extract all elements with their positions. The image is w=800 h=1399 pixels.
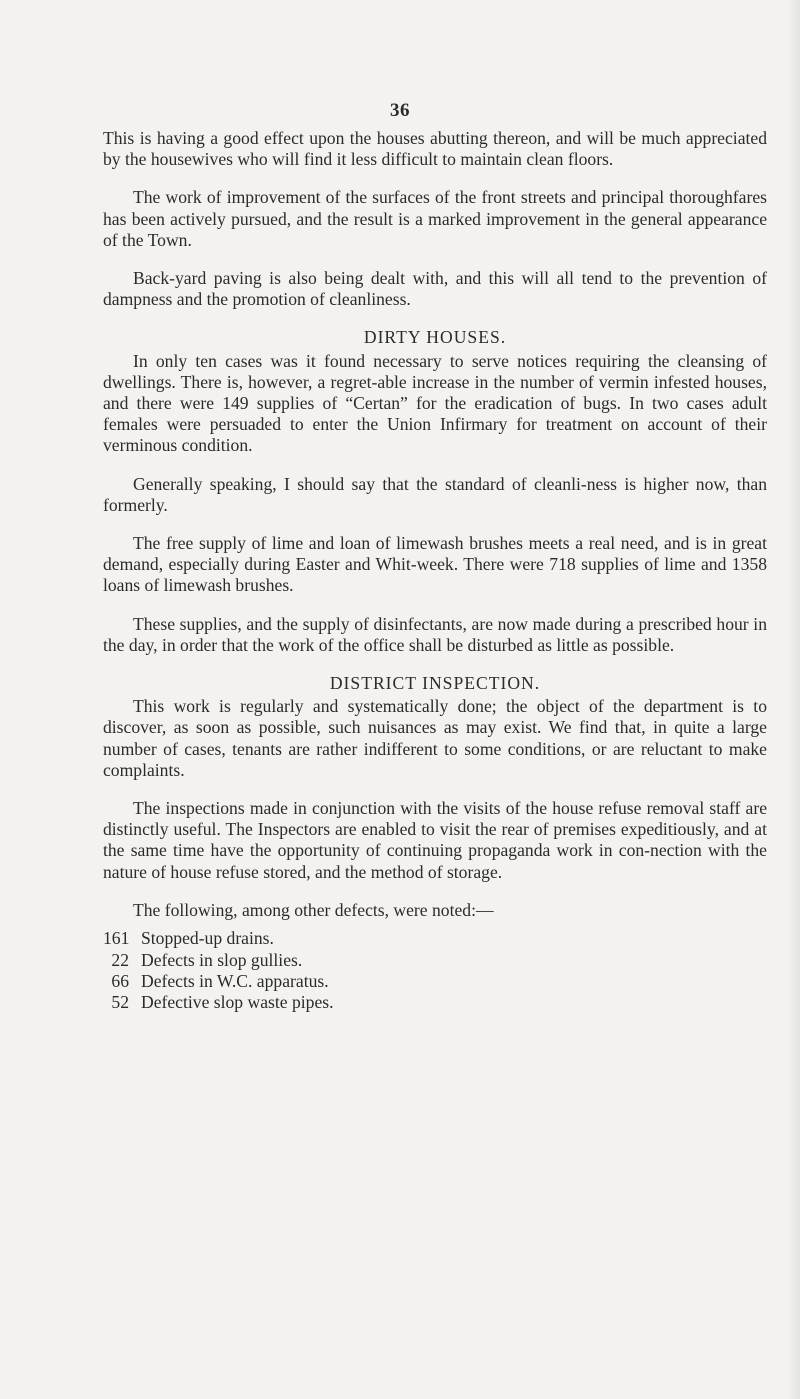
page-edge-shadow: [786, 0, 800, 1399]
paragraph-dirty-houses-1: In only ten cases was it found necessary to serve notices requiring the cleansing of dwellings. There is, however, a regret-able increase in the number of vermin infested houses, and there were 149 supplies of “Certan” for the eradication of bugs. In two cases adult females were persuaded to enter the Union Infirmary for treatment on account of their verminous condition.: [103, 350, 767, 456]
defects-list: [103, 928, 767, 1014]
page-body: [103, 128, 767, 1014]
paragraph-intro-2: The work of improvement of the surfaces of the front streets and principal thoroughfares has been actively pursued, and the result is a marked improvement in the general appearance of the Town.: [103, 187, 767, 250]
list-item: [103, 928, 767, 949]
list-item: [103, 971, 767, 992]
paragraph-district-inspection-2: The inspections made in conjunction with the visits of the house refuse removal staff are distinctly useful. The Inspectors are enabled to visit the rear of premises expeditiously, and at the same time have the opportunity of continuing propaganda work in con-nection with the nature of house refuse stored, and the method of storage.: [103, 798, 767, 882]
paragraph-intro-1: This is having a good effect upon the houses abutting thereon, and will be much appreciated by the housewives who will find it less difficult to maintain clean floors.: [103, 128, 767, 170]
paragraph-dirty-houses-2: Generally speaking, I should say that the standard of cleanli-ness is higher now, than formerly.: [103, 473, 767, 515]
defect-label: Defects in W.C. apparatus.: [141, 970, 329, 991]
paragraph-district-inspection-3: The following, among other defects, were noted:—: [133, 899, 494, 920]
paragraph-intro-3: Back-yard paving is also being dealt with, and this will all tend to the prevention of dampness and the promotion of cleanliness.: [103, 268, 767, 310]
defect-label: Defects in slop gullies.: [141, 949, 303, 970]
defect-label: Stopped-up drains.: [141, 928, 274, 949]
paragraph-district-inspection-1: This work is regularly and systematically done; the object of the department is to discover, as soon as possible, such nuisances as may exist. We find that, in quite a large number of cases, tenants are rather indifferent to some conditions, or are reluctant to make complaints.: [103, 696, 767, 780]
defect-count: 66: [111, 970, 129, 991]
section-heading-dirty-houses: DIRTY HOUSES.: [363, 327, 507, 348]
list-item: [103, 950, 767, 971]
defect-count: 52: [111, 992, 129, 1013]
paragraph-dirty-houses-3: The free supply of lime and loan of limewash brushes meets a real need, and is in great demand, especially during Easter and Whit-week. There were 718 supplies of lime and 1358 loans of limewash brushes.: [103, 533, 767, 596]
list-item: [103, 992, 767, 1013]
defect-count: 22: [111, 949, 129, 970]
paragraph-dirty-houses-4: These supplies, and the supply of disinfectants, are now made during a prescribed hour in the day, in order that the work of the office shall be disturbed as little as possible.: [103, 613, 767, 655]
defect-label: Defective slop waste pipes.: [141, 992, 334, 1013]
defect-count: 161: [103, 928, 130, 949]
page-number: 36: [390, 100, 410, 121]
section-heading-district-inspection: DISTRICT INSPECTION.: [329, 673, 541, 694]
